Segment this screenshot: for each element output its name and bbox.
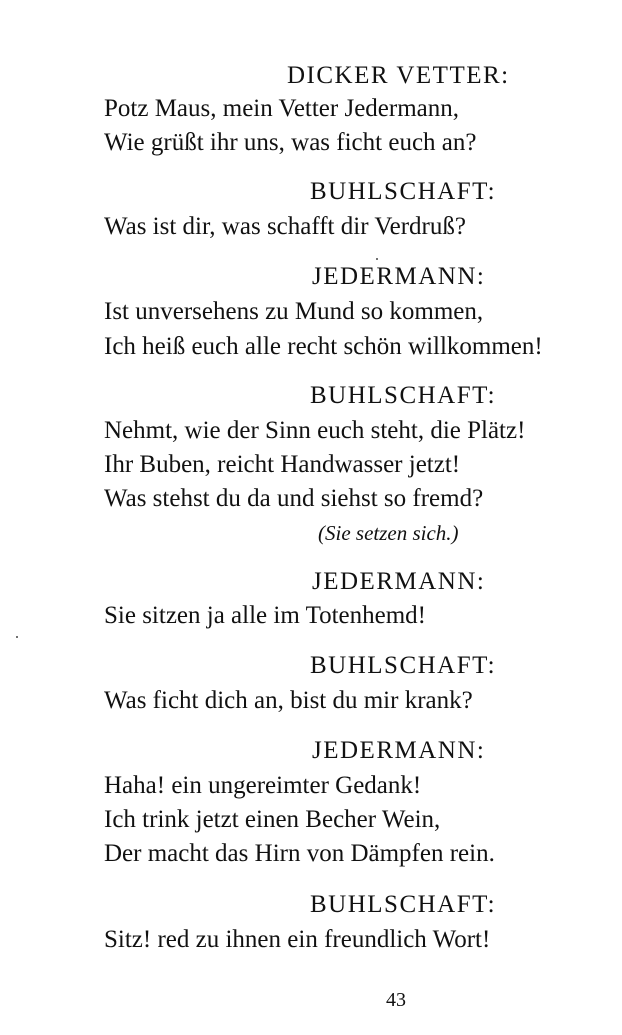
speaker-buhlschaft: BUHLSCHAFT: [310,891,497,918]
verse-line: Ich heiß euch alle recht schön willkommen! [104,333,543,360]
speaker-jedermann: JEDERMANN: [312,568,486,595]
stage-direction: (Sie setzen sich.) [318,521,459,545]
verse-line: Sitz! red zu ihnen ein freundlich Wort! [104,926,491,953]
verse-line: Sie sitzen ja alle im Totenhemd! [104,602,427,629]
speaker-buhlschaft: BUHLSCHAFT: [310,382,497,409]
verse-line: Ist unversehens zu Mund so kommen, [104,298,484,325]
verse-line: Haha! ein ungereimter Gedank! [104,772,422,799]
verse-line: Wie grüßt ihr uns, was ficht euch an? [104,129,477,156]
speaker-buhlschaft: BUHLSCHAFT: [310,652,497,679]
verse-line: Ihr Buben, reicht Handwasser jetzt! [104,451,461,478]
verse-line: Ich trink jetzt einen Becher Wein, [104,806,441,833]
verse-line: Der macht das Hirn von Dämpfen rein. [104,840,495,867]
verse-line: Was stehst du da und siehst so fremd? [104,485,484,512]
speaker-dicker-vetter: DICKER VETTER: [287,62,510,89]
speaker-jedermann: JEDERMANN: [312,737,486,764]
speaker-buhlschaft: BUHLSCHAFT: [310,178,497,205]
speaker-jedermann: JEDERMANN: [312,263,486,290]
verse-line: Was ficht dich an, bist du mir krank? [104,687,473,714]
verse-line: Potz Maus, mein Vetter Jedermann, [104,95,460,122]
scan-speck [376,258,378,260]
verse-line: Was ist dir, was schafft dir Verdruß? [104,213,466,240]
scan-speck [16,636,18,638]
verse-line: Nehmt, wie der Sinn euch steht, die Plätz! [104,417,526,444]
page-number: 43 [386,989,406,1011]
